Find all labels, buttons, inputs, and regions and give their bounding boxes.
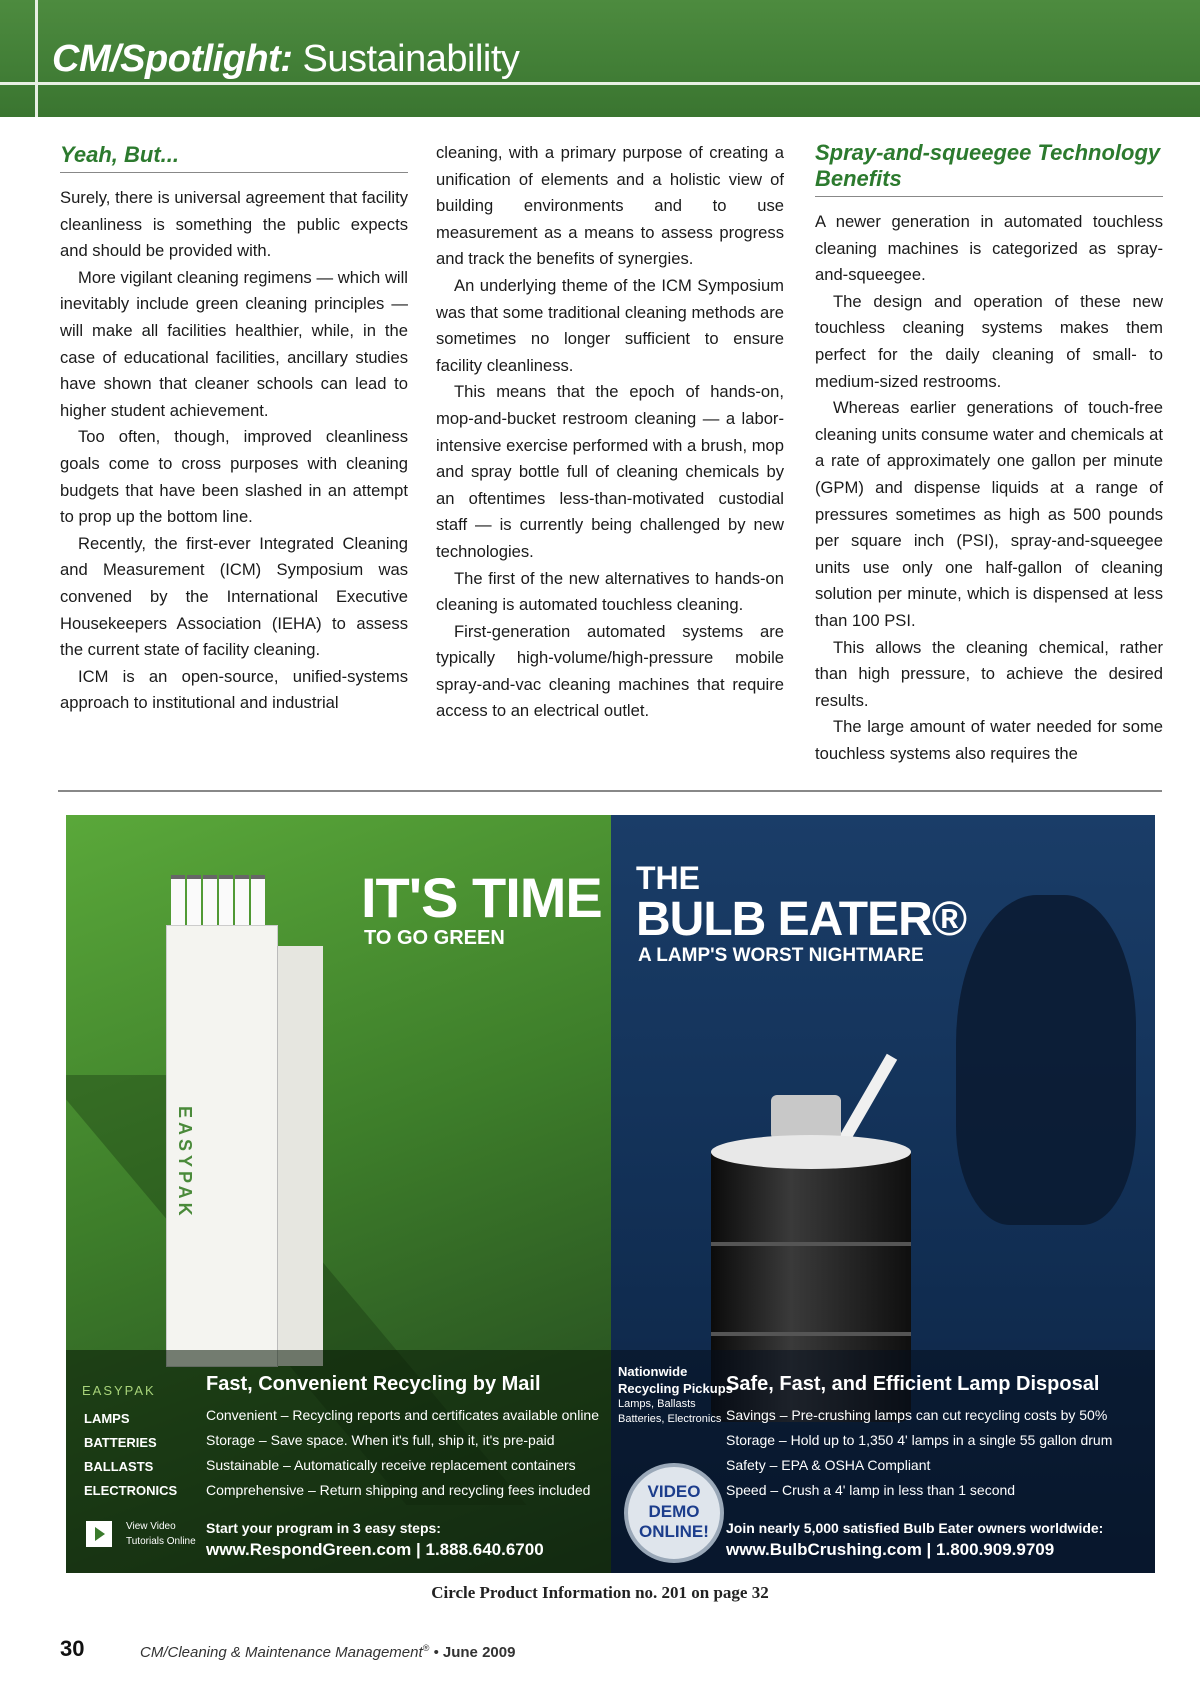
header-vertical-rule <box>35 0 38 117</box>
right-feature-heading: Safe, Fast, and Efficient Lamp Disposal <box>726 1373 1100 1395</box>
category-item: BALLASTS <box>84 1459 154 1474</box>
paragraph: The design and operation of these new touchless cleaning systems makes them perfect for the daily cleaning of small- to medium-sized restrooms. <box>815 291 1163 391</box>
left-feature-list <box>206 1403 599 1503</box>
paragraph: First-generation automated systems are typically high-volume/high-pressure mobile spray-and-vac cleaning machines that require access to an electrical outlet. <box>436 621 784 721</box>
nationwide-detail: Batteries, Electronics <box>618 1413 722 1425</box>
article-column-3 <box>815 140 1163 767</box>
section-header <box>0 0 1200 117</box>
section-title-light: Sustainability <box>302 38 520 80</box>
category-list <box>84 1407 177 1503</box>
nationwide-detail: Lamps, Ballasts <box>618 1398 696 1410</box>
nationwide-line: Nationwide <box>618 1364 688 1379</box>
feature-item: Convenient – Recycling reports and certificates available online <box>206 1407 599 1423</box>
nationwide-pickups <box>618 1363 733 1427</box>
ad-right-title: BULB EATER® <box>636 893 967 946</box>
footer-separator: • <box>429 1644 443 1661</box>
ad-right-subtitle: A LAMP'S WORST NIGHTMARE <box>638 945 924 966</box>
view-video-line: Tutorials Online <box>126 1536 196 1547</box>
paragraph: The first of the new alternatives to hands-on cleaning is automated touchless cleaning. <box>436 568 784 615</box>
paragraph: More vigilant cleaning regimens — which will inevitably include green cleaning principles — will make all facilities healthier, while, in the case of educational facilities, ancillary studies have shown that cleaner schools can lead to higher student achievement. <box>60 267 408 420</box>
publication-footer <box>140 1643 515 1661</box>
drum-motor <box>771 1095 841 1140</box>
subheading-yeah-but: Yeah, But... <box>60 142 408 173</box>
ad-left-title: IT'S TIME <box>361 866 602 929</box>
right-feature-list <box>726 1403 1112 1503</box>
paragraph: An underlying theme of the ICM Symposium was that some traditional cleaning methods are sometimes no longer sufficient to ensure facility cleanliness. <box>436 275 784 375</box>
drum-hoop <box>711 1332 911 1336</box>
easypak-logo: EASYPAK <box>82 1383 156 1398</box>
issue-date: June 2009 <box>442 1644 516 1661</box>
advertisement[interactable] <box>66 815 1155 1573</box>
article-column-1 <box>60 140 408 717</box>
drum-lid <box>711 1135 911 1169</box>
paragraph: Too often, though, improved cleanliness goals come to cross purposes with cleaning budgets that have been slashed in an attempt to prop up the bottom line. <box>60 427 408 527</box>
header-horizontal-rule <box>0 82 1200 85</box>
paragraph: Recently, the first-ever Integrated Cleaning and Measurement (ICM) Symposium was convened by the International Executive Housekeepers Association (IEHA) to assess the current state of facility cleaning. <box>60 533 408 660</box>
badge-line: VIDEO <box>647 1482 701 1501</box>
nationwide-line: Recycling Pickups <box>618 1381 733 1396</box>
paragraph: Whereas earlier generations of touch-free cleaning units consume water and chemicals at a rate of approximately one gallon per minute (GPM) and dispense liquids at a range of pressures sometimes as high as 500 pounds per square inch (PSI), spray-and-squeegee units use only one half-gallon of cleaning solution per minute, which is dispensed at less than 100 PSI. <box>815 398 1163 630</box>
left-cta-link[interactable]: www.RespondGreen.com | 1.888.640.6700 <box>206 1540 544 1559</box>
video-demo-badge[interactable] <box>624 1463 724 1563</box>
right-cta-link[interactable]: www.BulbCrushing.com | 1.800.909.9709 <box>726 1540 1055 1559</box>
view-video-line: View Video <box>126 1521 176 1532</box>
badge-line: DEMO <box>648 1502 700 1521</box>
box-brand-label: EASYPAK <box>175 1106 195 1220</box>
monster-shadow-graphic <box>956 895 1136 1225</box>
ad-right-the: THE <box>636 860 700 896</box>
feature-item: Sustainable – Automatically receive replacement containers <box>206 1457 576 1473</box>
article-column-2 <box>436 140 784 725</box>
feature-item: Comprehensive – Return shipping and recycling fees included <box>206 1482 591 1498</box>
paragraph: This means that the epoch of hands-on, mop-and-bucket restroom cleaning — a labor-intensive exercise performed with a brush, mop and spray bottle full of cleaning chemicals by an oftentimes less-than-motivated custodial staff — is currently being challenged by new technologies. <box>436 382 784 561</box>
drum-hoop <box>711 1242 911 1246</box>
paragraph: ICM is an open-source, unified-systems approach to institutional and industrial <box>60 666 408 713</box>
right-cta-heading: Join nearly 5,000 satisfied Bulb Eater owners worldwide: <box>726 1520 1104 1536</box>
play-icon[interactable] <box>86 1521 112 1547</box>
left-cta-heading: Start your program in 3 easy steps: <box>206 1520 441 1536</box>
view-video-label[interactable] <box>126 1519 196 1549</box>
badge-text <box>628 1467 720 1542</box>
feature-item: Storage – Save space. When it's full, ship it, it's pre-paid <box>206 1432 555 1448</box>
paragraph: cleaning, with a primary purpose of creating a unification of elements and a holistic view of building environments and to use measurement as a means to assess progress and track the benefits of synergies. <box>436 143 784 269</box>
box-side <box>277 946 323 1366</box>
easypak-box-graphic <box>166 925 278 1367</box>
paragraph: This allows the cleaning chemical, rather than high pressure, to achieve the desired results. <box>815 637 1163 710</box>
feature-item: Safety – EPA & OSHA Compliant <box>726 1457 931 1473</box>
feature-item: Speed – Crush a 4' lamp in less than 1 second <box>726 1482 1016 1498</box>
divider-rule <box>58 790 1162 792</box>
category-item: BATTERIES <box>84 1435 157 1450</box>
section-title <box>52 38 519 81</box>
publication-name: CM/Cleaning & Maintenance Management <box>140 1644 423 1661</box>
badge-line: ONLINE! <box>639 1522 709 1541</box>
page-number: 30 <box>60 1636 85 1661</box>
category-item: LAMPS <box>84 1411 130 1426</box>
category-item: ELECTRONICS <box>84 1483 178 1498</box>
subheading-spray-squeegee: Spray-and-squeegee Technology Benefits <box>815 140 1163 197</box>
ad-left-subtitle: TO GO GREEN <box>364 927 505 949</box>
paragraph: Surely, there is universal agreement that facility cleanliness is something the public expects and should be provided with. <box>60 188 408 261</box>
feature-item: Storage – Hold up to 1,350 4' lamps in a single 55 gallon drum <box>726 1432 1113 1448</box>
registered-mark: ® <box>422 1643 430 1653</box>
section-title-bold: CM/Spotlight: <box>52 38 293 80</box>
paragraph: A newer generation in automated touchless cleaning machines is categorized as spray-and-squeegee. <box>815 212 1163 285</box>
feature-item: Savings – Pre-crushing lamps can cut recycling costs by 50% <box>726 1407 1108 1423</box>
product-info-caption: Circle Product Information no. 201 on page 32 <box>431 1583 769 1602</box>
paragraph: The large amount of water needed for some touchless systems also requires the <box>815 717 1163 763</box>
left-feature-heading: Fast, Convenient Recycling by Mail <box>206 1373 541 1395</box>
